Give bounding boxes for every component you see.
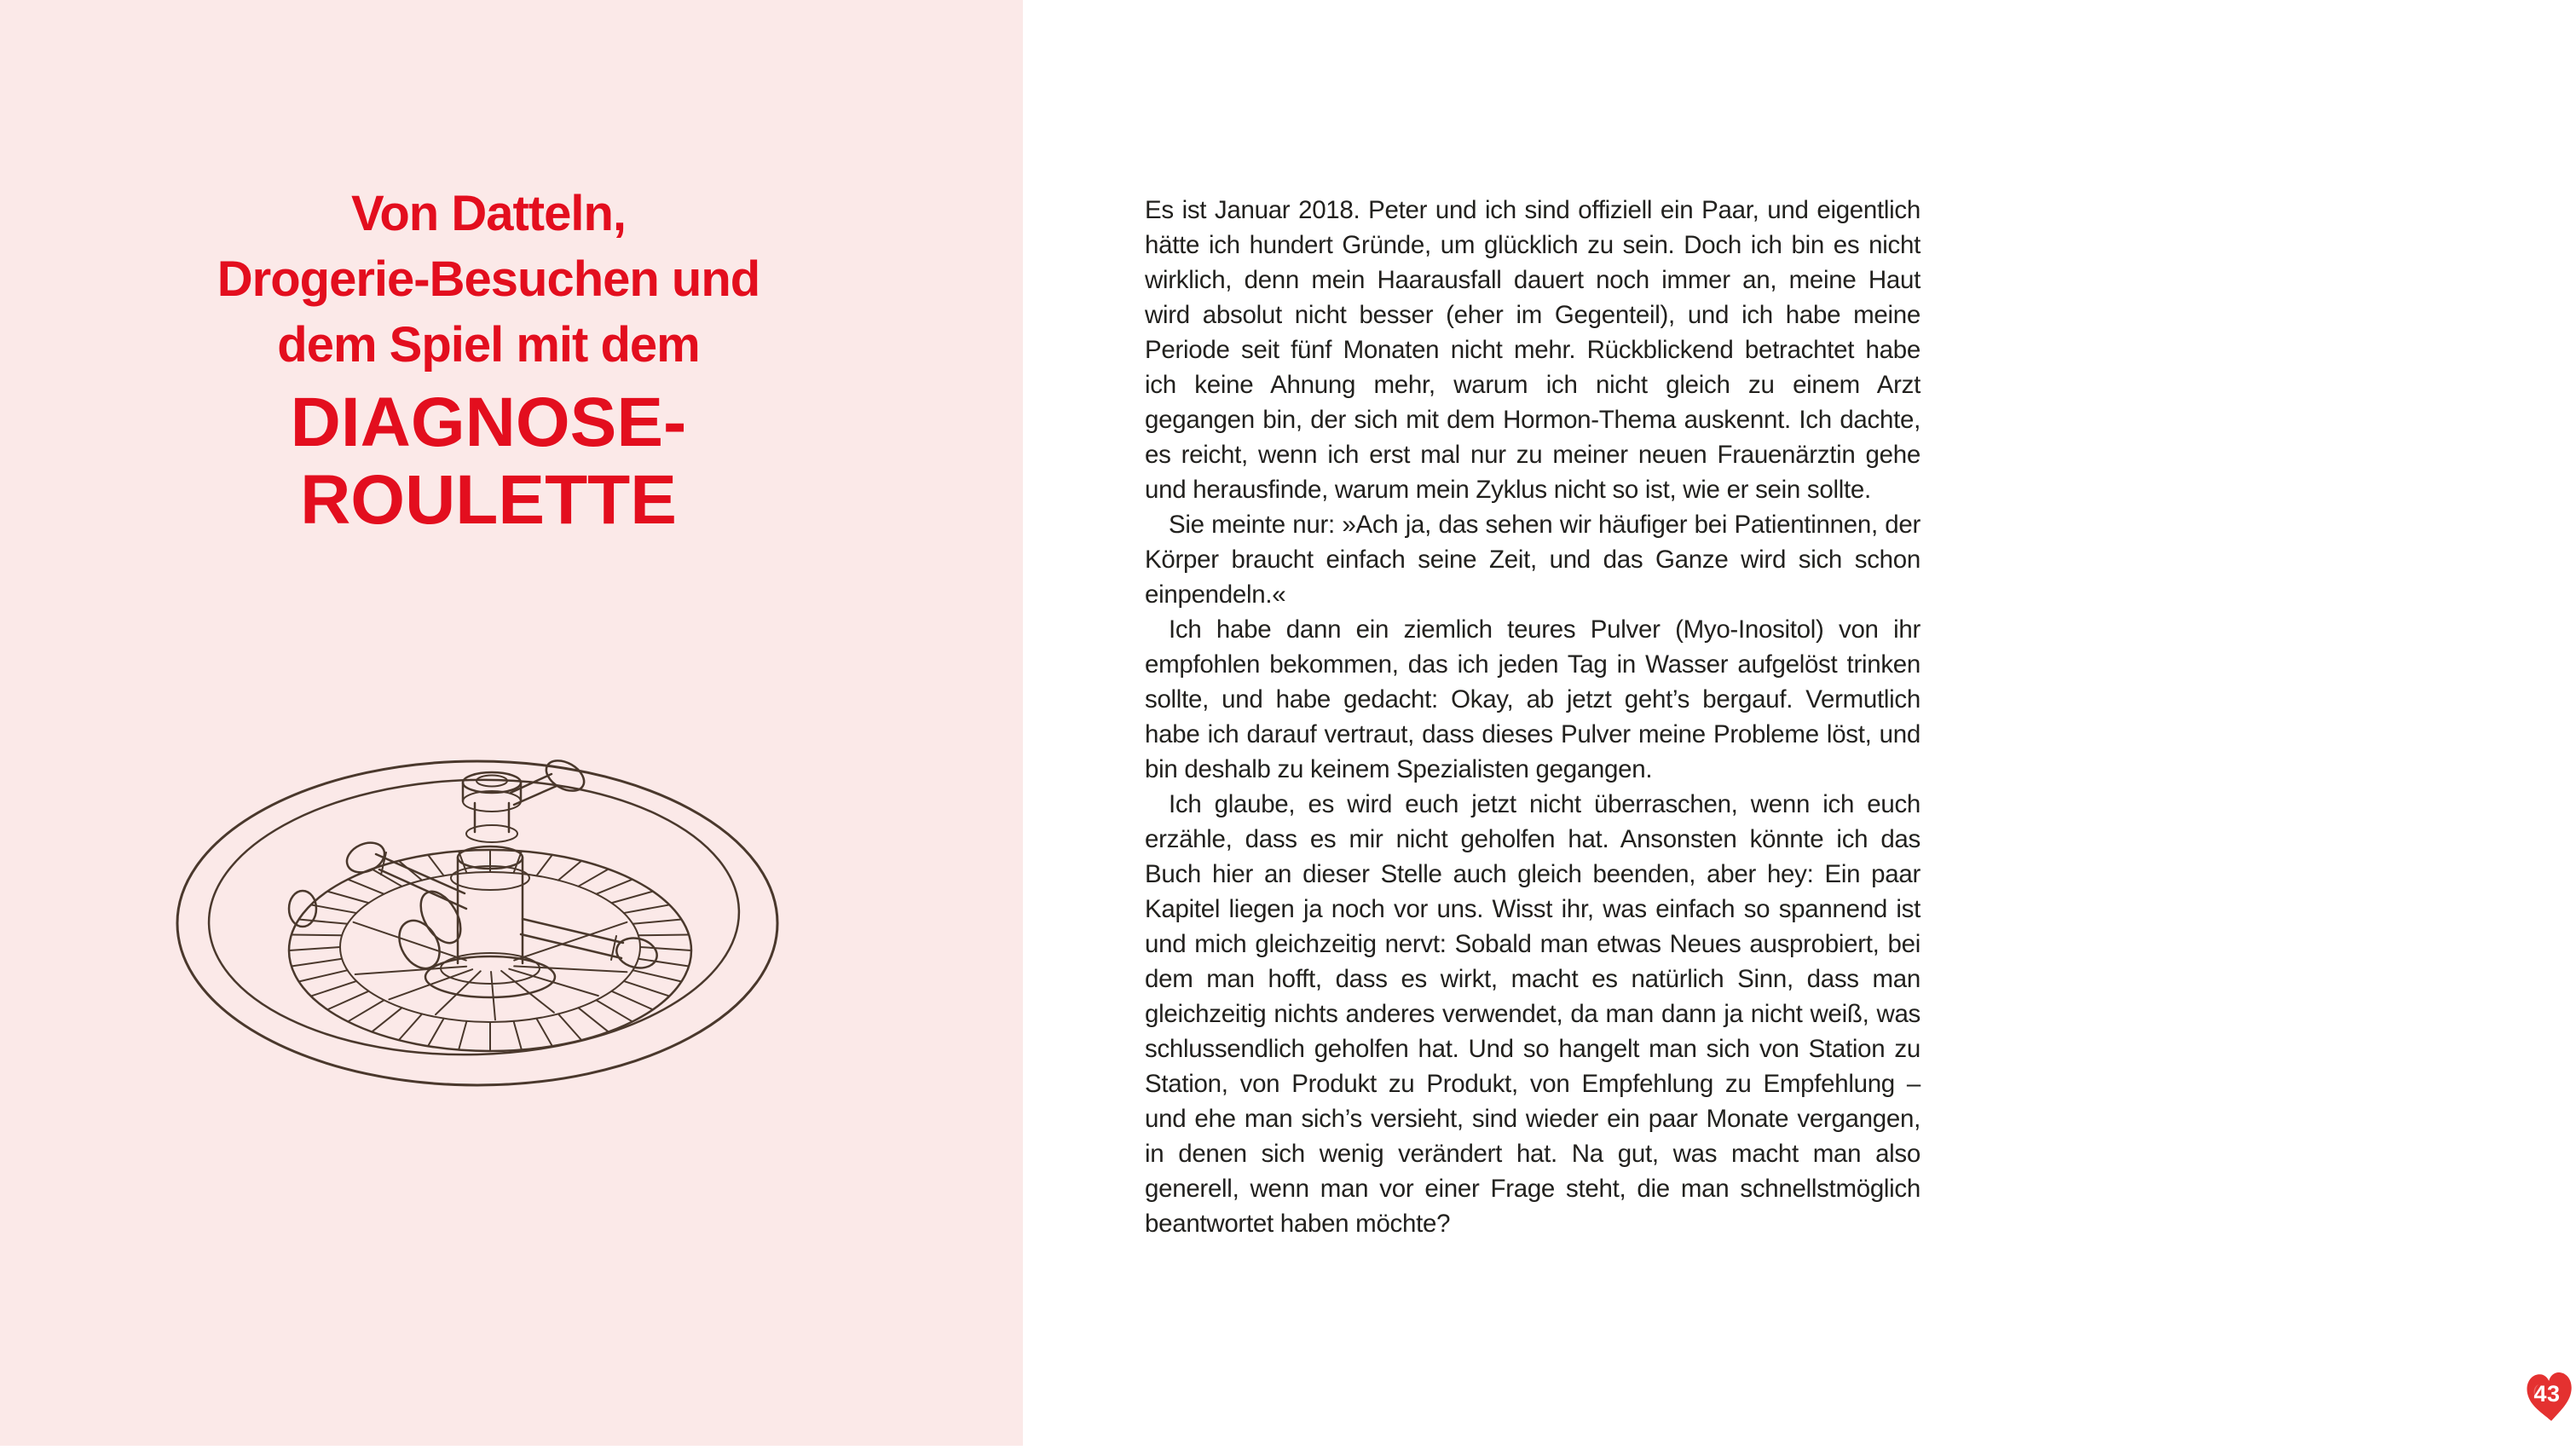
left-page (0, 0, 1023, 1446)
body-paragraph: Es ist Januar 2018. Peter und ich sind offiziell ein Paar, und eigentlich hätte ich hundert Gründe, um glücklich zu sein. Doch ich bin es nicht wirklich, denn mein Haarausfall dauert noch immer an, meine Haut wird absolut nicht besser (eher im Gegenteil), und ich habe meine Periode seit fünf Monaten nicht mehr. Rückblickend betrachtet habe ich keine Ahnung mehr, warum ich nicht gleich zu einem Arzt gegangen bin, der sich mit dem Hormon-Thema auskennt. Ich dachte, es reicht, wenn ich erst mal nur zu meiner neuen Frauenärztin gehe und herausfinde, warum mein Zyklus nicht so ist, wie er sein sollte. (1145, 196, 1920, 504)
chapter-body-text (1145, 193, 1920, 1241)
body-paragraph: Ich habe dann ein ziemlich teures Pulver (Myo-Inositol) von ihr empfohlen bekommen, das ich jeden Tag in Wasser aufgelöst trinken sollte, und habe gedacht: Okay, ab jetzt geht’s bergauf. Vermutlich habe ich darauf vertraut, dass dieses Pulver meine Probleme löst, und bin deshalb zu keinem Spezialisten gegangen. (1145, 615, 1920, 783)
title-caps-group (0, 384, 977, 539)
chapter-title (0, 181, 977, 539)
title-line: Von Datteln, (350, 186, 627, 241)
title-line: dem Spiel mit dem (277, 317, 700, 373)
roulette-wheel-svg (166, 748, 788, 1102)
title-line: Drogerie-Besuchen und (217, 251, 760, 307)
body-paragraph: Sie meinte nur: »Ach ja, das sehen wir häufiger bei Patientinnen, der Körper braucht einfach seine Zeit, und das Ganze wird sich schon einpendeln.« (1145, 511, 1920, 609)
page-number-badge (2523, 1367, 2576, 1425)
body-paragraph: Ich glaube, es wird euch jetzt nicht überraschen, wenn ich euch erzähle, dass es mir nicht geholfen hat. Ansonsten könnte ich das Buch hier an dieser Stelle auch gleich beenden, aber hey: Ein paar Kapitel liegen ja noch vor uns. Wisst ihr, was einfach so spannend ist und mich gleichzeitig nervt: Sobald man etwas Neues ausprobiert, bei dem man hofft, dass es wirkt, macht es natürlich Sinn, dass man gleichzeitig nichts anderes verwendet, da man dann ja nicht weiß, was schlussendlich geholfen hat. Und so hangelt man sich von Station zu Station, von Produkt zu Produkt, von Empfehlung zu Empfehlung – und ehe man sich’s versieht, sind wieder ein paar Monate vergangen, in denen sich wenig verändert hat. Na gut, was macht man also generell, wenn man vor einer Frage steht, die man schnellstmöglich beantwortet haben möchte? (1145, 790, 1920, 1238)
roulette-wheel-illustration (166, 748, 788, 1102)
right-page (1023, 0, 2561, 1450)
page-number: 43 (2533, 1381, 2561, 1407)
title-caps-line: ROULETTE (300, 461, 677, 539)
title-caps-line: DIAGNOSE- (290, 384, 687, 461)
